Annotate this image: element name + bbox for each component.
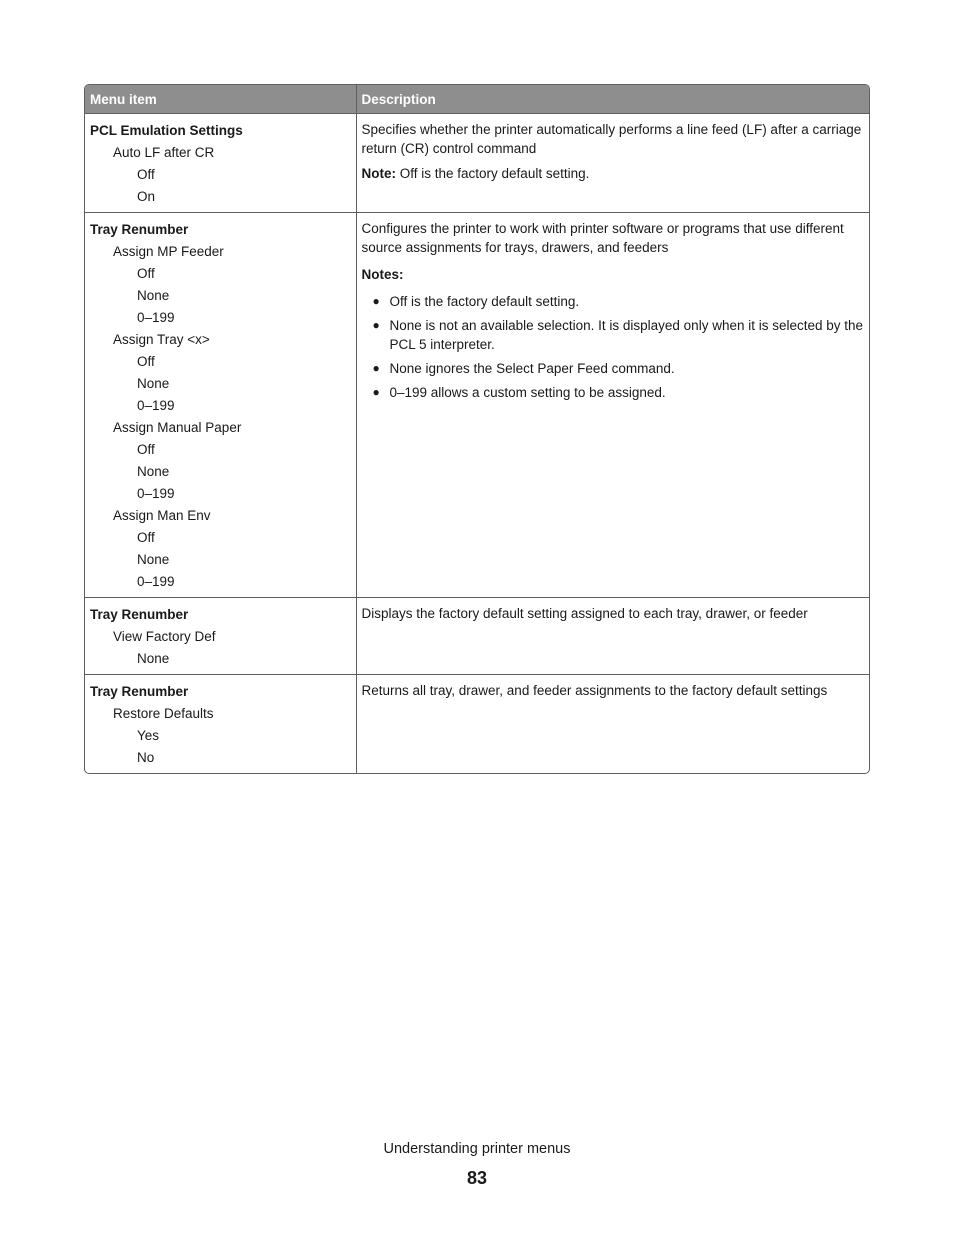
menu-item-value: 0–199: [137, 574, 175, 589]
bullet-icon: ●: [372, 318, 380, 332]
menu-item-cell: [85, 213, 356, 598]
menu-item-value: None: [137, 376, 170, 391]
menu-item-sub: View Factory Def: [113, 629, 216, 644]
note-item-text: None is not an available selection. It is displayed only when it is selected by the PCL 5 interpreter.: [389, 318, 864, 352]
menu-item-title: PCL Emulation Settings: [90, 123, 243, 138]
list-item: [362, 383, 865, 402]
description-text: Returns all tray, drawer, and feeder assignments to the factory default settings: [361, 683, 828, 698]
menu-item-cell: [85, 114, 356, 213]
bullet-icon: ●: [372, 385, 380, 399]
description-cell: [356, 675, 869, 774]
menu-item-value: None: [137, 464, 170, 479]
header-description: Description: [356, 85, 869, 114]
table-row: [85, 598, 869, 675]
menu-item-value: Yes: [137, 728, 160, 743]
menu-item-title: Tray Renumber: [90, 684, 189, 699]
footer-section-title: Understanding printer menus: [383, 1141, 571, 1157]
menu-item-value: Off: [137, 530, 155, 545]
menu-item-sub: Restore Defaults: [113, 706, 214, 721]
note-text: Off is the factory default setting.: [396, 166, 590, 181]
menu-item-value: None: [137, 651, 170, 666]
bullet-icon: ●: [372, 294, 380, 308]
table-row: [85, 114, 869, 213]
description-text: Specifies whether the printer automatically performs a line feed (LF) after a carriage return (CR) control command: [361, 122, 862, 156]
page-number: 83: [466, 1168, 488, 1188]
menu-item-sub: Assign Man Env: [113, 508, 211, 523]
description-text: Displays the factory default setting assigned to each tray, drawer, or feeder: [361, 606, 808, 621]
table-row: [85, 213, 869, 598]
menu-item-title: Tray Renumber: [90, 607, 189, 622]
table-header-row: [85, 85, 869, 114]
bullet-icon: ●: [372, 361, 380, 375]
list-item: [362, 292, 865, 311]
description-cell: [356, 114, 869, 213]
menu-table: [84, 84, 870, 774]
menu-item-cell: [85, 598, 356, 675]
menu-item-value: 0–199: [137, 310, 175, 325]
menu-item-value: No: [137, 750, 155, 765]
menu-item-sub: Assign Manual Paper: [113, 420, 242, 435]
description-text: Configures the printer to work with printer software or programs that use different source assignments for trays, drawers, and feeders: [361, 221, 844, 255]
notes-label: Notes:: [361, 267, 404, 282]
menu-item-value: 0–199: [137, 486, 175, 501]
note-item-text: 0–199 allows a custom setting to be assigned.: [389, 385, 666, 400]
menu-item-value: Off: [137, 266, 155, 281]
menu-item-sub: Assign MP Feeder: [113, 244, 224, 259]
menu-item-value: 0–199: [137, 398, 175, 413]
note-item-text: Off is the factory default setting.: [389, 294, 580, 309]
table-row: [85, 675, 869, 774]
notes-list: [362, 292, 865, 402]
menu-item-cell: [85, 675, 356, 774]
menu-item-value: Off: [137, 354, 155, 369]
menu-item-value: None: [137, 552, 170, 567]
menu-item-value: Off: [137, 167, 155, 182]
description-cell: [356, 598, 869, 675]
menu-item-title: Tray Renumber: [90, 222, 189, 237]
note: [362, 164, 865, 183]
list-item: [362, 316, 865, 354]
note-item-text: None ignores the Select Paper Feed command.: [389, 361, 675, 376]
menu-item-sub: Auto LF after CR: [113, 145, 215, 160]
menu-item-value: On: [137, 189, 156, 204]
menu-item-value: Off: [137, 442, 155, 457]
description-cell: [356, 213, 869, 598]
note-label: Note:: [361, 166, 396, 181]
menu-item-value: None: [137, 288, 170, 303]
menu-item-sub: Assign Tray <x>: [113, 332, 210, 347]
list-item: [362, 359, 865, 378]
header-menu-item: Menu item: [85, 85, 356, 114]
